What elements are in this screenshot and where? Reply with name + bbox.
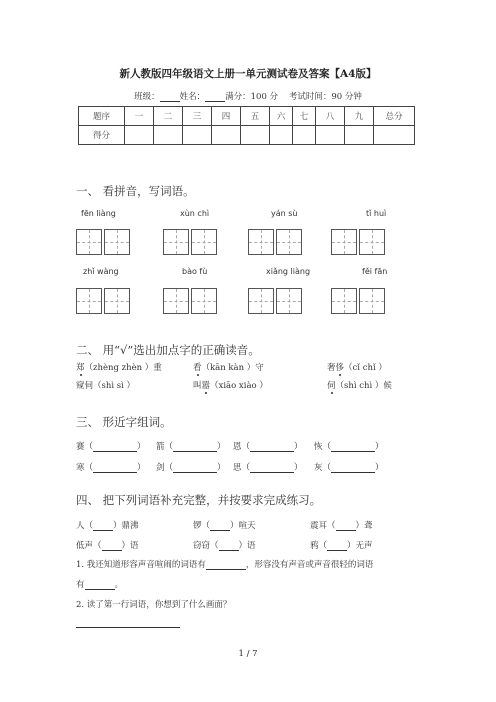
name-blank — [205, 92, 225, 102]
word-blank[interactable] — [331, 442, 375, 452]
idiom-prefix: 窃窃（ — [193, 541, 219, 551]
char-box[interactable] — [191, 288, 217, 314]
pinyin-6: bào fù — [182, 267, 208, 276]
score-cell[interactable] — [154, 126, 183, 145]
idiom-blank[interactable] — [93, 521, 113, 531]
pinyin-5: zhǐ wàng — [83, 267, 119, 276]
reading-options[interactable]: （kān kàn ）守 — [201, 363, 264, 373]
char-box[interactable] — [76, 229, 102, 255]
header-cell: 二 — [154, 107, 183, 126]
char-box[interactable] — [76, 288, 102, 314]
idiom-3 — [310, 519, 373, 531]
reading-item-5 — [193, 379, 268, 391]
pinyin-4: tǐ huì — [366, 209, 387, 218]
reading-item-1 — [76, 361, 162, 373]
idiom-prefix: 低声（ — [76, 541, 102, 551]
pinyin-7: xiǎng liàng — [266, 267, 311, 276]
reading-item-6 — [327, 379, 392, 391]
class-blank — [160, 92, 180, 102]
score-cell[interactable] — [316, 126, 345, 145]
question-1-text-3: 有 — [76, 580, 85, 590]
plain-char: 叫 — [193, 381, 202, 391]
idiom-prefix: 鸦（ — [310, 541, 328, 551]
idiom-suffix: ）喧天 — [230, 521, 256, 531]
reading-options[interactable]: 伺（shì sì ） — [84, 381, 136, 391]
char-box[interactable] — [359, 288, 385, 314]
header-cell: 总分 — [374, 107, 415, 126]
idiom-suffix: ）无声 — [347, 541, 373, 551]
char-box[interactable] — [359, 229, 385, 255]
section-2-heading: 二、 用“√”选出加点字的正确读音。 — [76, 343, 260, 357]
word-blank[interactable] — [250, 442, 294, 452]
idiom-prefix: 人（ — [76, 521, 94, 531]
writing-grid-8[interactable] — [331, 288, 389, 314]
word-char: 寒 — [76, 463, 85, 473]
plain-char: 奢 — [327, 363, 336, 373]
word-char: 箭 — [156, 442, 165, 452]
word-blank[interactable] — [331, 463, 375, 473]
question-1-text: 1. 我还知道形容声音喧闹的词语有 — [76, 560, 206, 570]
score-cell[interactable] — [293, 126, 316, 145]
writing-grid-2[interactable] — [163, 229, 221, 255]
pinyin-3: yán sù — [271, 209, 298, 218]
section-4-heading: 四、 把下列词语补充完整，并按要求完成练习。 — [76, 493, 322, 507]
idiom-suffix: ）语 — [121, 541, 139, 551]
score-cell[interactable] — [270, 126, 293, 145]
section-1-heading: 一、 看拼音，写词语。 — [76, 184, 195, 198]
word-blank[interactable] — [93, 442, 137, 452]
page-title: 新人教版四年级语文上册一单元测试卷及答案【A4版】 — [119, 68, 377, 80]
word-pair-3: 恩（ ） — [233, 442, 303, 452]
char-box[interactable] — [104, 229, 130, 255]
idiom-5 — [193, 539, 256, 551]
score-cell[interactable] — [212, 126, 241, 145]
answer-blank[interactable] — [206, 560, 246, 570]
score-cell[interactable] — [345, 126, 374, 145]
idiom-prefix: 锣（ — [193, 521, 211, 531]
word-blank[interactable] — [250, 463, 294, 473]
header-cell: 六 — [270, 107, 293, 126]
idiom-blank[interactable] — [219, 541, 239, 551]
writing-grid-4[interactable] — [331, 229, 389, 255]
idiom-blank[interactable] — [102, 541, 122, 551]
score-cell[interactable] — [241, 126, 270, 145]
idiom-blank[interactable] — [327, 541, 347, 551]
score-header-row — [79, 107, 415, 126]
score-cell[interactable] — [374, 126, 415, 145]
question-2: 2. 读了第一行词语，你想到了什么画面？ — [76, 600, 232, 610]
word-pair-5: 寒（ ） — [76, 463, 146, 473]
idiom-suffix: ）聋 — [355, 521, 373, 531]
reading-options[interactable]: （xiāo xiào ） — [210, 381, 268, 391]
pinyin-8: fěi fān — [362, 267, 388, 276]
dotted-char: 侈 — [335, 363, 345, 373]
reading-item-3 — [327, 361, 387, 373]
writing-grid-7[interactable] — [248, 288, 306, 314]
score-row — [79, 126, 415, 145]
dotted-char: 看 — [193, 363, 202, 373]
word-blank[interactable] — [173, 463, 217, 473]
word-char: 恩 — [233, 442, 242, 452]
writing-grid-6[interactable] — [163, 288, 221, 314]
time-label: 考试时间：90 分钟 — [288, 92, 362, 102]
question-1-text-2: ，形容没有声音或声音很轻的词语 — [245, 560, 374, 570]
header-cell: 九 — [345, 107, 374, 126]
word-pair-8: 灰（ ） — [314, 463, 384, 473]
score-cell[interactable] — [183, 126, 212, 145]
header-cell: 五 — [241, 107, 270, 126]
score-table — [78, 106, 415, 145]
exam-info — [0, 90, 496, 102]
char-box[interactable] — [331, 229, 357, 255]
word-char: 恢 — [314, 442, 323, 452]
idiom-1 — [76, 519, 139, 531]
idiom-blank[interactable] — [210, 521, 230, 531]
header-cell: 四 — [212, 107, 241, 126]
dotted-char: 郑 — [76, 363, 85, 373]
char-box[interactable] — [163, 229, 189, 255]
reading-options[interactable]: （shì chì ）候 — [335, 381, 392, 391]
score-label: 满分：100 分 — [225, 92, 279, 102]
word-char: 剑 — [156, 463, 165, 473]
word-blank[interactable] — [173, 442, 217, 452]
question-1 — [76, 558, 373, 570]
pinyin-1: fēn liàng — [81, 209, 116, 218]
idiom-suffix: ）语 — [238, 541, 256, 551]
word-pair-1: 赛（ ） — [76, 442, 146, 452]
header-cell: 七 — [293, 107, 316, 126]
question-1-cont — [76, 578, 123, 590]
header-cell: 一 — [125, 107, 154, 126]
plain-char: 窥 — [76, 381, 85, 391]
page-number: 1 / 7 — [238, 649, 258, 659]
char-box[interactable] — [104, 288, 130, 314]
name-label: 姓名： — [179, 92, 206, 102]
dotted-char: 伺 — [327, 381, 336, 391]
writing-grid-3[interactable] — [248, 229, 306, 255]
char-box[interactable] — [331, 288, 357, 314]
writing-grid-1[interactable] — [76, 229, 134, 255]
char-box[interactable] — [276, 288, 302, 314]
idiom-4 — [76, 539, 139, 551]
char-box[interactable] — [163, 288, 189, 314]
idiom-prefix: 震耳（ — [310, 521, 336, 531]
word-blank[interactable] — [93, 463, 137, 473]
word-pair-7: 思（ ） — [233, 463, 303, 473]
header-cell: 三 — [183, 107, 212, 126]
header-cell: 八 — [316, 107, 345, 126]
char-box[interactable] — [191, 229, 217, 255]
section-3-heading: 三、 形近字组词。 — [76, 415, 172, 429]
char-box[interactable] — [276, 229, 302, 255]
word-char: 思 — [233, 463, 242, 473]
writing-grid-5[interactable] — [76, 288, 134, 314]
pinyin-2: xùn chì — [180, 209, 210, 218]
reading-item-4 — [76, 379, 135, 391]
char-box[interactable] — [248, 288, 274, 314]
idiom-blank[interactable] — [336, 521, 356, 531]
reading-item-2 — [193, 361, 264, 373]
word-char: 赛 — [76, 442, 85, 452]
answer-blank[interactable] — [85, 580, 115, 590]
score-cell[interactable] — [125, 126, 154, 145]
dotted-char: 嚣 — [201, 381, 211, 391]
answer-line[interactable] — [76, 627, 180, 628]
word-pair-6: 剑（ ） — [156, 463, 226, 473]
class-label: 班级： — [134, 92, 160, 102]
idiom-6 — [310, 539, 373, 551]
reading-options[interactable]: （zhèng zhèn ）重 — [84, 363, 162, 373]
header-cell: 题序 — [79, 107, 125, 126]
word-pair-4: 恢（ ） — [314, 442, 384, 452]
word-char: 灰 — [314, 463, 323, 473]
question-1-end: 。 — [114, 580, 124, 590]
score-row-label: 得分 — [79, 126, 125, 145]
idiom-suffix: ）鼎沸 — [113, 521, 139, 531]
char-box[interactable] — [248, 229, 274, 255]
word-pair-2: 箭（ ） — [156, 442, 226, 452]
reading-options[interactable]: （cǐ chǐ ） — [344, 363, 387, 373]
idiom-2 — [193, 519, 256, 531]
